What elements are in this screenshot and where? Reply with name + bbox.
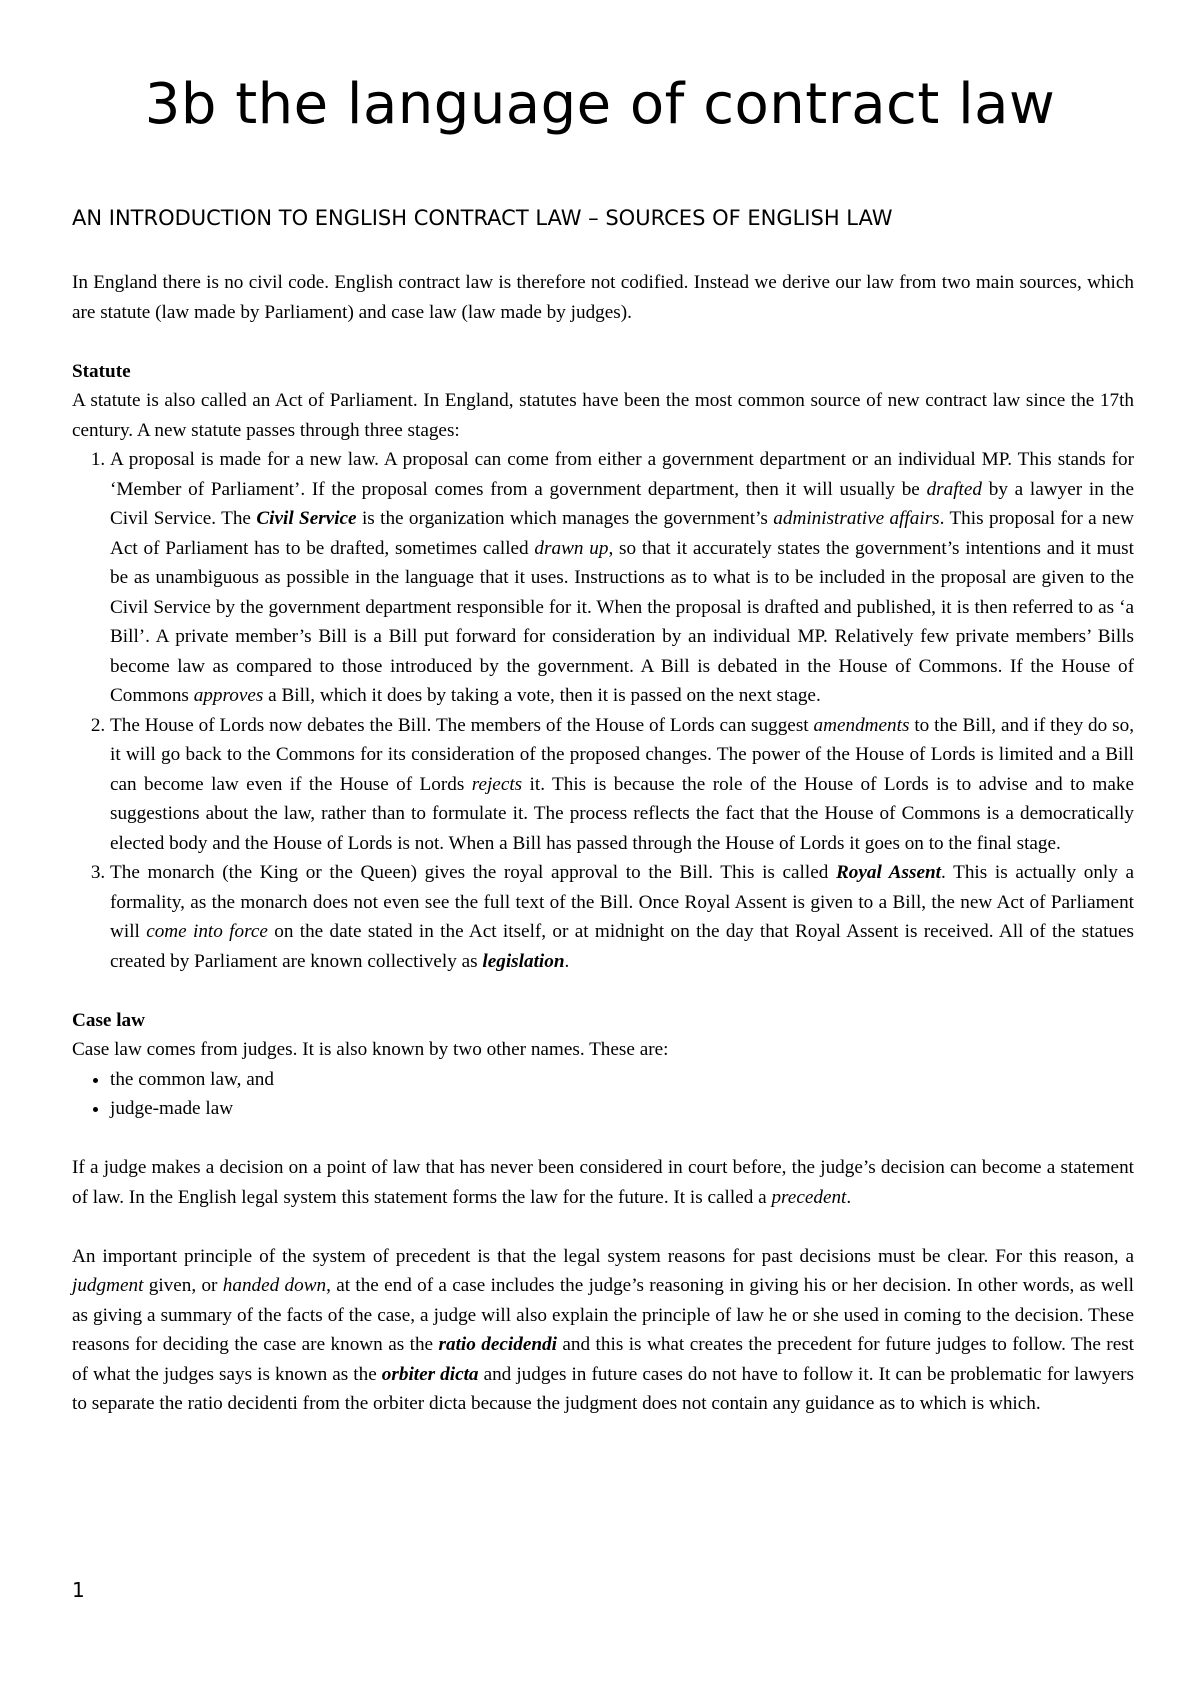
statute-intro: A statute is also called an Act of Parliament. In England, statutes have been the most common source of new contract law since the 17th century. A new statute passes through three stages: [72,390,1134,441]
caselaw-names-list [72,1065,1134,1124]
document-body [72,268,1134,1419]
caselaw-heading: Case law [72,1009,146,1031]
ratio-paragraph: An important principle of the system of precedent is that the legal system reasons for past decisions must be clear. For this reason, a judgment given, or handed down, at the end of a case includes the judge’s reasoning in giving his or her decision. In other words, as well as giving a summary of the facts of the case, a judge will also explain the principle of law he or she used in coming to the decision. These reasons for deciding the case are known as the ratio decidendi and this is what creates the precedent for future judges to follow. The rest of what the judges says is known as the orbiter dicta and judges in future cases do not have to follow it. It can be problematic for lawyers to separate the ratio decidenti from the orbiter dicta because the judgment does not contain any guidance as to which is which. [72,1245,1135,1414]
intro-paragraph: In England there is no civil code. English contract law is therefore not codified. Instead we derive our law from two main sources, which are statute (law made by Parliament) and case law (law made by judges). [72,272,1134,323]
page-number: 1 [72,1578,85,1602]
caselaw-intro: Case law comes from judges. It is also known by two other names. These are: [72,1039,669,1060]
section-subheading: AN INTRODUCTION TO ENGLISH CONTRACT LAW – SOURCES OF ENGLISH LAW [72,206,893,230]
statute-heading: Statute [72,360,131,382]
caselaw-name-item: • the common law, and [110,1065,1134,1095]
statute-stages-list [72,445,1134,976]
stage-2: 2. The House of Lords now debates the Bill. The members of the House of Lords can suggest amendments to the Bill, and if they do so, it will go back to the Commons for its consideration of the proposed changes. The power of the House of Lords is limited and a Bill can become law even if the House of Lords rejects it. This is because the role of the House of Lords is to advise and to make suggestions about the law, rather than to formulate it. The process reflects the fact that the House of Commons is a democratically elected body and the House of Lords is not. When a Bill has passed through the House of Lords it goes on to the final stage. [110,711,1134,859]
caselaw-name-item: • judge-made law [110,1094,1134,1124]
stage-3: 3. The monarch (the King or the Queen) gives the royal approval to the Bill. This is called Royal Assent. This is actually only a formality, as the monarch does not even see the full text of the Bill. Once Royal Assent is given to a Bill, the new Act of Parliament will come into force on the date stated in the Act itself, or at midnight on the day that Royal Assent is received. All of the statues created by Parliament are known collectively as legislation. [110,858,1134,976]
precedent-paragraph: If a judge makes a decision on a point of law that has never been considered in court before, the judge’s decision can become a statement of law. In the English legal system this statement forms the law for the future. It is called a precedent. [72,1157,1134,1208]
document-title: 3b the language of contract law [144,72,1056,137]
stage-1: 1. A proposal is made for a new law. A proposal can come from either a government department or an individual MP. This stands for ‘Member of Parliament’. If the proposal comes from a government department, then it will usually be drafted by a lawyer in the Civil Service. The Civil Service is the organization which manages the government’s administrative affairs. This proposal for a new Act of Parliament has to be drafted, sometimes called drawn up, so that it accurately states the government’s intentions and it must be as unambiguous as possible in the language that it uses. Instructions as to what is to be included in the proposal are given to the Civil Service by the government department responsible for it. When the proposal is drafted and published, it is then referred to as ‘a Bill’. A private member’s Bill is a Bill put forward for consideration by an individual MP. Relatively few private members’ Bills become law as compared to those introduced by the government. A Bill is debated in the House of Commons. If the House of Commons approves a Bill, which it does by taking a vote, then it is passed on the next stage. [110,445,1134,711]
